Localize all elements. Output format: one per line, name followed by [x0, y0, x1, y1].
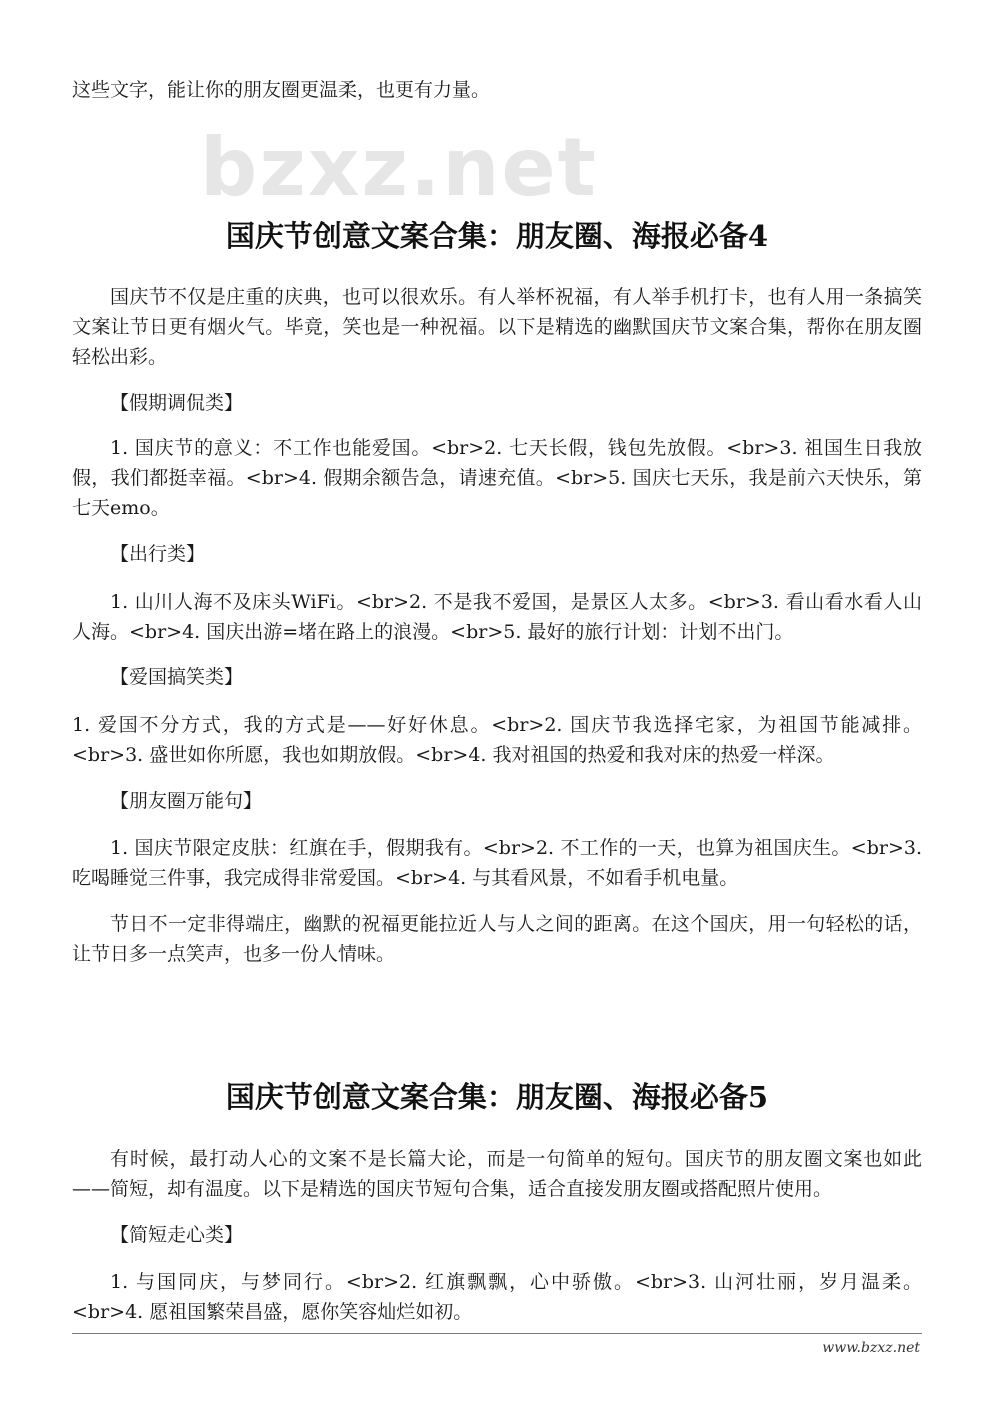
section5-category-text-short: 1. 与国同庆，与梦同行。<br>2. 红旗飘飘，心中骄傲。<br>3. 山河壮丽，岁月温柔。<br>4. 愿祖国繁荣昌盛，愿你笑容灿烂如初。	[72, 1271, 922, 1323]
section4-category-label-universal: 【朋友圈万能句】	[110, 790, 263, 812]
section4-closing-paragraph: 节日不一定非得端庄，幽默的祝福更能拉近人与人之间的距离。在这个国庆，用一句轻松的话，让节日多一点笑声，也多一份人情味。	[72, 913, 922, 965]
section4-intro-paragraph: 国庆节不仅是庄重的庆典，也可以很欢乐。有人举杯祝福，有人举手机打卡，也有人用一条搞笑文案让节日更有烟火气。毕竟，笑也是一种祝福。以下是精选的幽默国庆节文案合集，帮你在朋友圈轻松出彩。	[72, 286, 922, 368]
section4-category-text-universal: 1. 国庆节限定皮肤：红旗在手，假期我有。<br>2. 不工作的一天，也算为祖国庆生。<br>3. 吃喝睡觉三件事，我完成得非常爱国。<br>4. 与其看风景，不如看手机电量。	[72, 837, 922, 889]
intro-tail-paragraph: 这些文字，能让你的朋友圈更温柔，也更有力量。	[72, 79, 491, 101]
section4-category-text-patriotic-humor: 1. 爱国不分方式，我的方式是——好好休息。<br>2. 国庆节我选择宅家，为祖国节能减排。<br>3. 盛世如你所愿，我也如期放假。<br>4. 我对祖国的热爱和我对床的热爱一样深。	[72, 714, 922, 766]
section5-category-label-short: 【简短走心类】	[110, 1224, 244, 1246]
section4-category-label-patriotic-humor: 【爱国搞笑类】	[110, 666, 244, 688]
footer-divider	[72, 1333, 922, 1334]
watermark-text: bzxz.net	[200, 121, 598, 214]
section4-category-text-holiday: 1. 国庆节的意义：不工作也能爱国。<br>2. 七天长假，钱包先放假。<br>3. 祖国生日我放假，我们都挺幸福。<br>4. 假期余额告急，请速充值。<br>5. 国庆七天乐，我是前六天快乐，第七天emo。	[72, 437, 922, 519]
footer-url[interactable]: www.bzxz.net	[822, 1340, 920, 1356]
section4-title: 国庆节创意文案合集：朋友圈、海报必备4	[225, 219, 769, 253]
section5-intro-paragraph: 有时候，最打动人心的文案不是长篇大论，而是一句简单的短句。国庆节的朋友圈文案也如此——简短，却有温度。以下是精选的国庆节短句合集，适合直接发朋友圈或搭配照片使用。	[72, 1148, 922, 1200]
section4-category-label-holiday: 【假期调侃类】	[110, 392, 244, 414]
section5-title: 国庆节创意文案合集：朋友圈、海报必备5	[225, 1080, 769, 1114]
section4-category-label-travel: 【出行类】	[110, 543, 206, 565]
section4-category-text-travel: 1. 山川人海不及床头WiFi。<br>2. 不是我不爱国，是景区人太多。<br>3. 看山看水看人山人海。<br>4. 国庆出游=堵在路上的浪漫。<br>5. 最好的旅行计划：计划不出门。	[72, 591, 922, 643]
